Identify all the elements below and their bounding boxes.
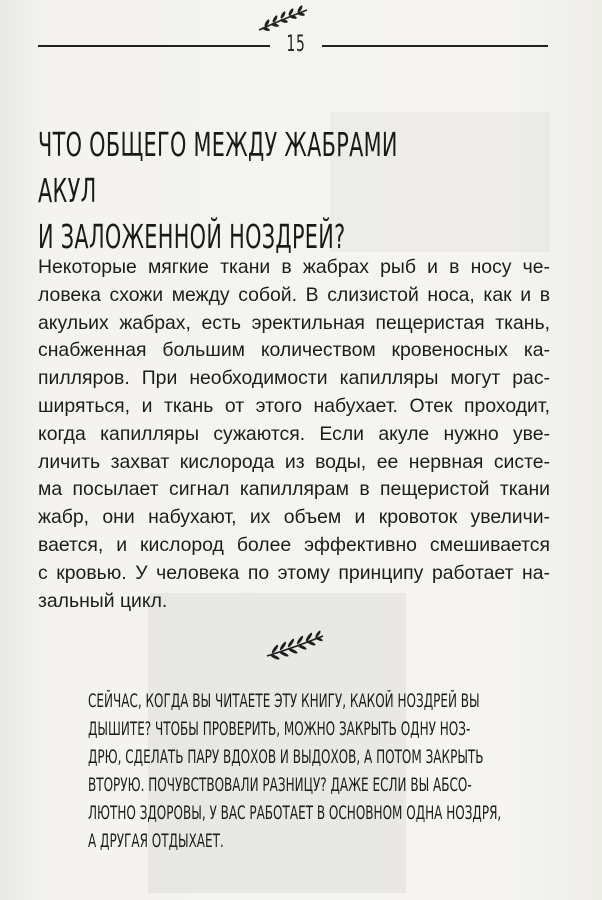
article-title — [38, 122, 441, 260]
body-line: зальный цикл. — [38, 589, 168, 612]
body-line: жабр, они набухают, их объем и кровоток увеличи- — [38, 506, 550, 529]
laurel-branch-icon — [253, 4, 313, 34]
header-rule-right — [322, 45, 548, 47]
title-line: И ЗАЛОЖЕННОЙ НОЗДРЕЙ? — [38, 217, 346, 256]
article-body — [38, 254, 550, 615]
leaf-sprig-icon — [263, 628, 327, 662]
tip-line: ЛЮТНО ЗДОРОВЫ, У ВАС РАБОТАЕТ В ОСНОВНОМ ОДНА НОЗДРЯ, — [88, 803, 502, 824]
tip-callout — [88, 688, 548, 856]
tip-line: ВТОРУЮ. ПОЧУВСТВОВАЛИ РАЗНИЦУ? ДАЖЕ ЕСЛИ ВЫ АБСО- — [88, 775, 472, 796]
body-line: ловека схожи между собой. В слизистой носа, как и в — [38, 283, 550, 306]
tip-line: ДЫШИТЕ? ЧТОБЫ ПРОВЕРИТЬ, МОЖНО ЗАКРЫТЬ ОДНУ НОЗ- — [88, 719, 471, 740]
tip-line: СЕЙЧАС, КОГДА ВЫ ЧИТАЕТЕ ЭТУ КНИГУ, КАКОЙ НОЗДРЕЙ ВЫ — [88, 691, 480, 712]
body-line: когда капилляры сужаются. Если акуле нужно уве- — [38, 422, 550, 445]
body-line: Некоторые мягкие ткани в жабрах рыб и в носу че- — [38, 256, 550, 278]
page-number: 15 — [286, 32, 306, 57]
body-line: акульих жабрах, есть эректильная пещеристая ткань, — [38, 311, 550, 334]
body-line: пилляров. При необходимости капилляры могут рас- — [38, 367, 550, 390]
body-line: вается, и кислород более эффективно смешивается — [38, 533, 550, 556]
body-line: личить захват кислорода из воды, ее нервная систе- — [38, 450, 550, 473]
body-line: снабженная большим количеством кровеносных ка- — [38, 339, 550, 362]
header-rule-left — [38, 45, 270, 47]
body-line: с кровью. У человека по этому принципу работает на- — [38, 561, 550, 584]
tip-line: А ДРУГАЯ ОТДЫХАЕТ. — [88, 831, 224, 852]
title-line: ЧТО ОБЩЕГО МЕЖДУ ЖАБРАМИ АКУЛ — [38, 125, 398, 210]
body-line: ма посылает сигнал капиллярам в пещеристой ткани — [38, 478, 550, 501]
body-line: ширяться, и ткань от этого набухает. Отек проходит, — [38, 394, 550, 417]
tip-line: ДРЮ, СДЕЛАТЬ ПАРУ ВДОХОВ И ВЫДОХОВ, А ПОТОМ ЗАКРЫТЬ — [88, 747, 484, 768]
